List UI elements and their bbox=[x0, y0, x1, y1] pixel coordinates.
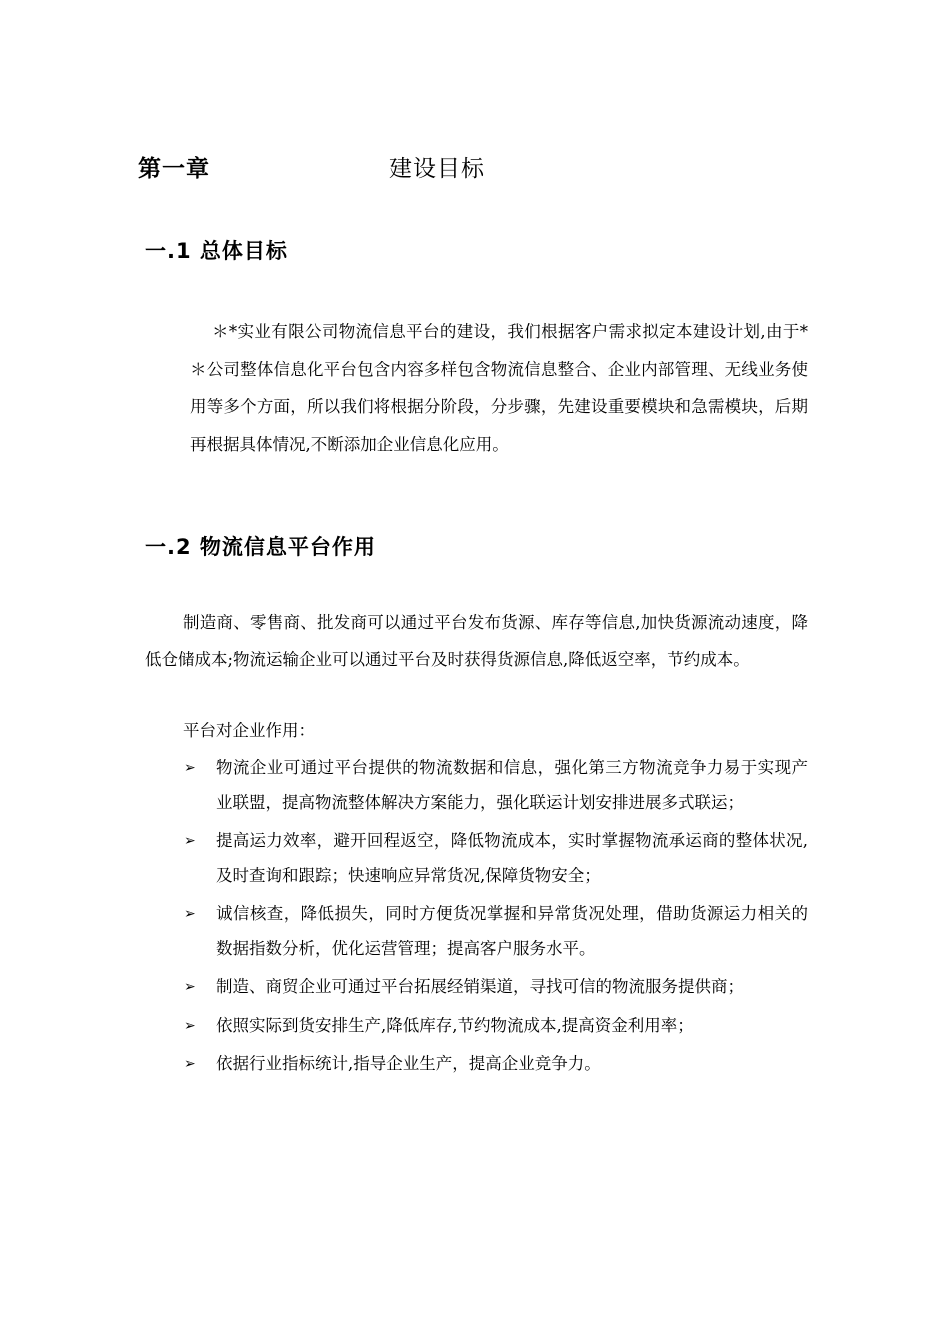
list-item bbox=[176, 751, 808, 820]
arrow-bullet-icon: ➢ bbox=[184, 979, 196, 995]
list-item bbox=[176, 1047, 808, 1082]
platform-role-paragraph: 制造商、零售商、批发商可以通过平台发布货源、库存等信息,加快货源流动速度，降低仓储成本;物流运输企业可以通过平台及时获得货源信息,降低返空率，节约成本。 bbox=[145, 613, 808, 669]
list-item-text: 依照实际到货安排生产,降低库存,节约物流成本,提高资金利用率； bbox=[216, 1015, 694, 1035]
list-item bbox=[176, 970, 808, 1005]
list-item bbox=[176, 824, 808, 893]
arrow-bullet-icon: ➢ bbox=[184, 760, 196, 776]
arrow-bullet-icon: ➢ bbox=[184, 1056, 196, 1072]
arrow-bullet-icon: ➢ bbox=[184, 833, 196, 849]
chapter-title: 建设目标 bbox=[389, 156, 485, 182]
chapter-number: 第一章 bbox=[138, 156, 210, 182]
overall-goal-paragraph: ＊*实业有限公司物流信息平台的建设，我们根据客户需求拟定本建设计划,由于*＊公司整体信息化平台包含内容多样包含物流信息整合、企业内部管理、无线业务使用等多个方面，所以我们将根据分阶段，分步骤，先建设重要模块和急需模块，后期再根据具体情况,不断添加企业信息化应用。 bbox=[190, 322, 808, 454]
list-item-text: 物流企业可通过平台提供的物流数据和信息，强化第三方物流竞争力易于实现产业联盟，提高物流整体解决方案能力，强化联运计划安排进展多式联运； bbox=[216, 758, 808, 812]
arrow-bullet-icon: ➢ bbox=[184, 906, 196, 922]
arrow-bullet-icon: ➢ bbox=[184, 1017, 196, 1034]
list-item-text: 诚信核查，降低损失，同时方便货况掌握和异常货况处理，借助货源运力相关的数据指数分析，优化运营管理；提高客户服务水平。 bbox=[216, 904, 808, 958]
list-item bbox=[176, 897, 808, 966]
list-item-text: 依据行业指标统计,指导企业生产，提高企业竞争力。 bbox=[216, 1054, 601, 1073]
list-item-text: 制造、商贸企业可通过平台拓展经销渠道，寻找可信的物流服务提供商； bbox=[216, 977, 744, 996]
list-item-text: 提高运力效率，避开回程返空，降低物流成本，实时掌握物流承运商的整体状况,及时查询和跟踪；快速响应异常货况,保障货物安全； bbox=[216, 831, 808, 885]
enterprise-role-lead: 平台对企业作用： bbox=[183, 721, 315, 740]
list-item bbox=[176, 1009, 808, 1044]
section-heading-overall-goal: 一.1 总体目标 bbox=[145, 239, 288, 263]
enterprise-role-list bbox=[176, 751, 808, 1086]
section-heading-platform-role: 一.2 物流信息平台作用 bbox=[145, 535, 376, 559]
